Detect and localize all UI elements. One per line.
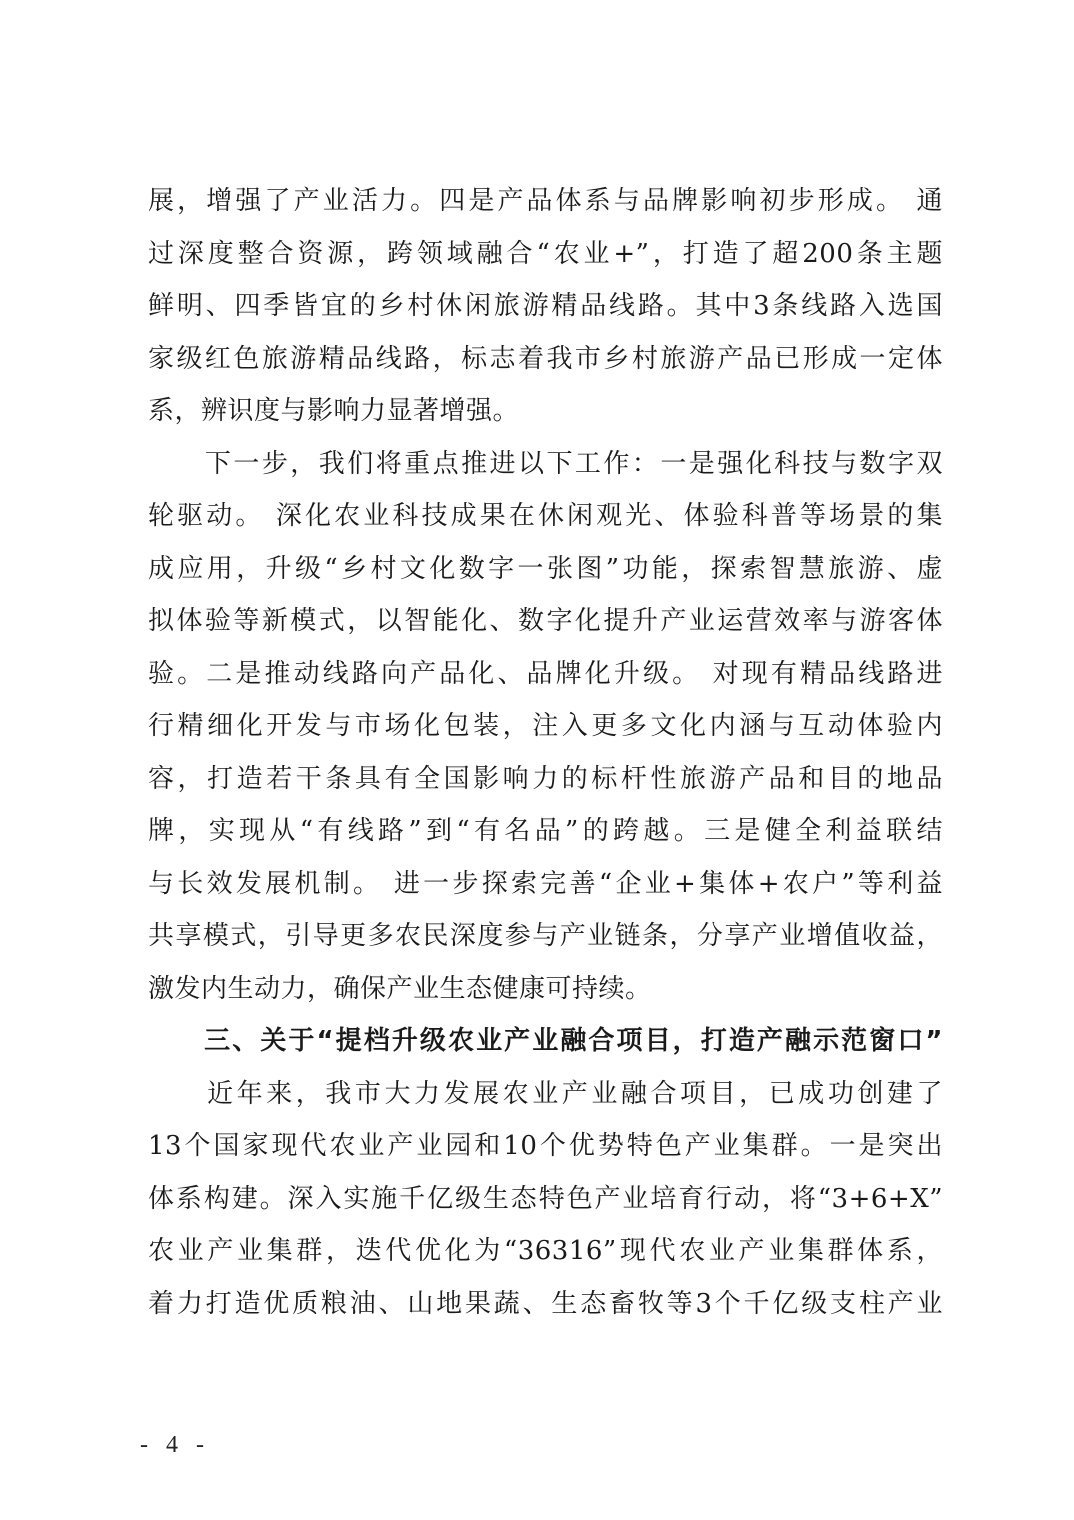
text-line: 体系构建。深入实施千亿级生态特色产业培育行动，将“3+6+X” [148,1183,943,1214]
text-line: 展，增强了产业活力。四是产品体系与品牌影响初步形成。 通 [148,186,943,216]
text-line: 鲜明、四季皆宜的乡村休闲旅游精品线路。其中3条线路入选国 [148,291,943,321]
text-line: 牌，实现从“有线路”到“有名品”的跨越。三是健全利益联结 [148,816,943,846]
text-line: 成应用，升级“乡村文化数字一张图”功能，探索智慧旅游、虚 [148,553,943,584]
text-line: 行精细化开发与市场化包装，注入更多文化内涵与互动体验内 [148,711,943,741]
text-line: 过深度整合资源，跨领域融合“农业+”，打造了超200条主题 [148,238,943,269]
text-line: 轮驱动。 深化农业科技成果在休闲观光、体验科普等场景的集 [148,501,943,531]
text-line: 与长效发展机制。 进一步探索完善“企业+集体+农户”等利益 [148,868,943,899]
text-line: 共享模式，引导更多农民深度参与产业链条，分享产业增值收益， [148,921,943,951]
section-heading: 三、关于“提档升级农业产业融合项目，打造产融示范窗口” [148,1026,943,1056]
text-line: 激发内生动力，确保产业生态健康可持续。 [148,973,652,1004]
text-line: 着力打造优质粮油、山地果蔬、生态畜牧等3个千亿级支柱产业 [148,1288,943,1319]
page-number: - 4 - [140,1432,210,1458]
text-line: 家级红色旅游精品线路，标志着我市乡村旅游产品已形成一定体 [148,343,943,374]
text-line: 13个国家现代农业产业园和10个优势特色产业集群。一是突出 [148,1131,943,1161]
text-line: 农业产业集群，迭代优化为“36316”现代农业产业集群体系， [148,1236,943,1266]
text-line: 容，打造若干条具有全国影响力的标杆性旅游产品和目的地品 [148,763,943,794]
text-line: 下一步，我们将重点推进以下工作：一是强化科技与数字双 [148,448,943,479]
text-line: 系，辨识度与影响力显著增强。 [148,396,520,426]
body-text [148,175,943,1330]
text-line: 验。二是推动线路向产品化、品牌化升级。 对现有精品线路进 [148,658,943,689]
text-line: 拟体验等新模式，以智能化、数字化提升产业运营效率与游客体 [148,606,943,636]
text-line: 近年来，我市大力发展农业产业融合项目，已成功创建了 [148,1078,943,1109]
